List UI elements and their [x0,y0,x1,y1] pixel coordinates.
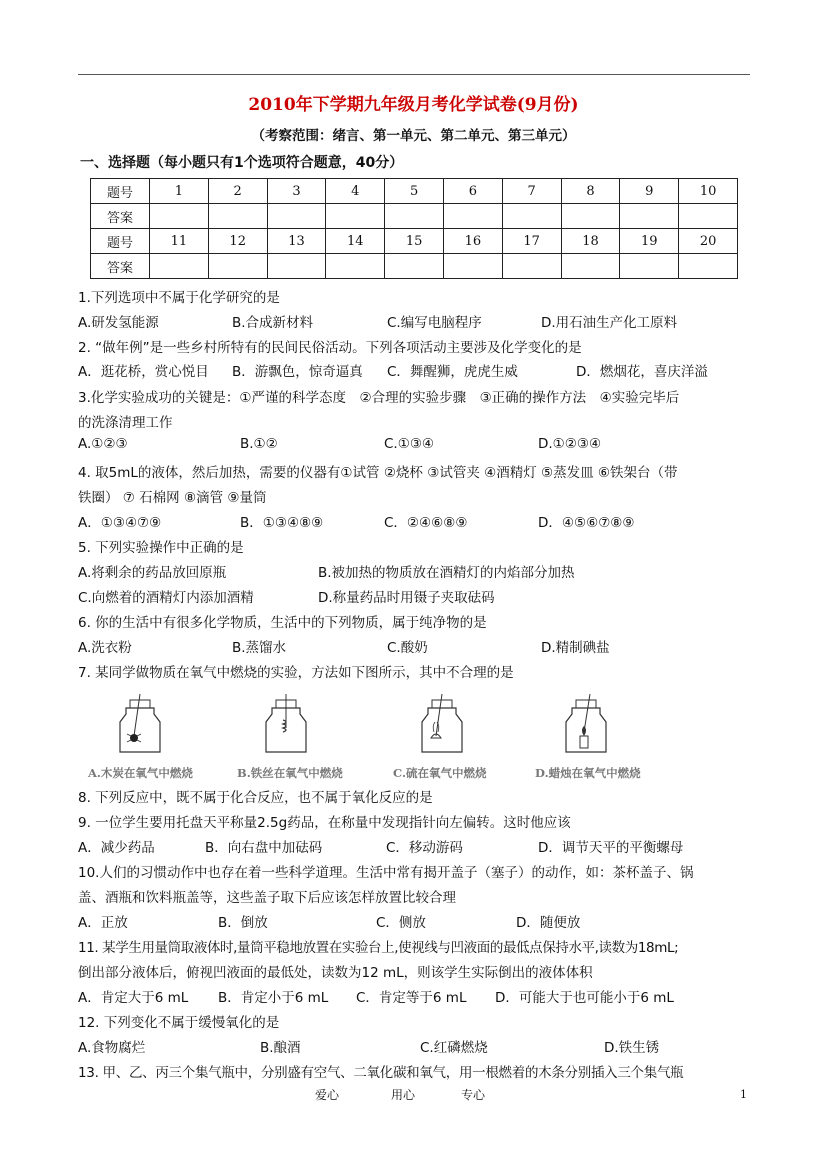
table-row [91,204,738,229]
table-cell: 3 [267,179,326,204]
option-b[interactable]: B．肯定小于6 mL [218,990,329,1006]
answer-cell[interactable] [502,204,561,229]
table-cell: 17 [502,229,561,254]
option-a[interactable]: A.将剩余的药品放回原瓶 [78,565,227,581]
question-stem: 12. 下列变化不属于缓慢氧化的是 [78,1015,280,1031]
table-cell: 答案 [91,254,150,279]
table-cell: 19 [620,229,679,254]
option-b[interactable]: B.被加热的物质放在酒精灯的内焰部分加热 [318,565,575,581]
answer-cell[interactable] [679,204,738,229]
option-d[interactable]: D.①②③④ [538,436,602,452]
question-stem: 8. 下列反应中，既不属于化合反应，也不属于氧化反应的是 [78,790,433,806]
option-a[interactable]: A．减少药品 [78,840,155,856]
question-stem: 9. 一位学生要用托盘天平称量2.5g药品，在称量中发现指针向左偏转。这时他应该 [78,815,571,831]
table-row [91,254,738,279]
table-cell: 4 [326,179,385,204]
option-b[interactable]: B．游飘色，惊奇逼真 [232,364,363,380]
table-cell: 15 [385,229,444,254]
option-b[interactable]: B．向右盘中加砝码 [205,840,323,856]
answer-cell[interactable] [208,204,267,229]
table-cell: 18 [561,229,620,254]
question-stem: 3.化学实验成功的关键是：①严谨的科学态度 ②合理的实验步骤 ③正确的操作方法 ④实验完毕后 [78,390,680,406]
table-cell: 1 [150,179,209,204]
answer-cell[interactable] [267,204,326,229]
question-stem: 4. 取5mL的液体，然后加热，需要的仪器有①试管 ②烧杯 ③试管夹 ④酒精灯 ⑤蒸发皿 ⑥铁架台（带 [78,465,678,481]
question-stem: 2. “做年例”是一些乡村所特有的民间民俗活动。下列各项活动主要涉及化学变化的是 [78,340,582,356]
question-stem-cont: 的洗涤清理工作 [78,415,173,431]
table-cell: 2 [208,179,267,204]
question-stem: 13. 甲、乙、丙三个集气瓶中，分别盛有空气、二氧化碳和氧气，用一根燃着的木条分别插入三个集气瓶 [78,1065,684,1081]
sulfur-bottle-figure [398,692,478,754]
answer-cell[interactable] [443,204,502,229]
footer-left: 爱心 [315,1088,340,1102]
answer-cell[interactable] [561,204,620,229]
option-d[interactable]: D.精制碘盐 [541,640,610,656]
table-cell: 12 [208,229,267,254]
option-a[interactable]: A．正放 [78,915,128,931]
option-b[interactable]: B．①③④⑧⑨ [240,515,324,531]
figure-caption-b[interactable]: B.铁丝在氧气中燃烧 [237,766,343,780]
question-stem: 7. 某同学做物质在氧气中燃烧的实验，方法如下图所示，其中不合理的是 [78,665,514,681]
table-cell: 16 [443,229,502,254]
option-c[interactable]: C.向燃着的酒精灯内添加酒精 [78,590,254,606]
question-stem: 5. 下列实验操作中正确的是 [78,540,244,556]
table-cell: 9 [620,179,679,204]
table-cell: 6 [443,179,502,204]
option-a[interactable]: A．逛花桥，赏心悦目 [78,364,209,380]
option-b[interactable]: B.酿酒 [260,1040,301,1056]
question-stem-cont: 盖、酒瓶和饮料瓶盖等，这些盖子取下后应该怎样放置比较合理 [78,890,456,906]
option-c[interactable]: C.编写电脑程序 [387,315,482,331]
answer-cell[interactable] [208,254,267,279]
option-c[interactable]: C．②④⑥⑧⑨ [384,515,468,531]
option-c[interactable]: C．移动游码 [386,840,463,856]
table-cell: 8 [561,179,620,204]
section-heading: 一、选择题（每小题只有1个选项符合题意，40分） [80,155,404,171]
table-row [91,179,738,204]
answer-cell[interactable] [326,254,385,279]
figure-caption-c[interactable]: C.硫在氧气中燃烧 [393,766,487,780]
table-cell: 13 [267,229,326,254]
option-a[interactable]: A.①②③ [78,436,128,452]
answer-cell[interactable] [502,254,561,279]
option-d[interactable]: D.铁生锈 [604,1040,660,1056]
exam-title: 2010年下学期九年级月考化学试卷(9月份) [248,95,579,115]
figure-caption-a[interactable]: A.木炭在氧气中燃烧 [88,766,193,780]
answer-cell[interactable] [150,204,209,229]
option-c[interactable]: C．侧放 [376,915,426,931]
page-number: 1 [740,1088,747,1101]
option-c[interactable]: C.①③④ [384,436,435,452]
answer-cell[interactable] [385,204,444,229]
answer-cell[interactable] [620,204,679,229]
footer-right: 专心 [461,1088,486,1102]
option-d[interactable]: D．调节天平的平衡螺母 [538,840,684,856]
question-stem: 6. 你的生活中有很多化学物质，生活中的下列物质，属于纯净物的是 [78,615,487,631]
answer-cell[interactable] [443,254,502,279]
answer-cell[interactable] [620,254,679,279]
option-d[interactable]: D.用石油生产化工原料 [541,315,678,331]
option-d[interactable]: D．燃烟花，喜庆洋溢 [576,364,708,380]
option-c[interactable]: C.酸奶 [387,640,428,656]
answer-cell[interactable] [679,254,738,279]
option-b[interactable]: B.合成新材料 [232,315,314,331]
question-stem: 10.人们的习惯动作中也存在着一些科学道理。生活中常有揭开盖子（塞子）的动作，如：茶杯盖子、锅 [78,865,694,881]
table-row [91,229,738,254]
option-d[interactable]: D.称量药品时用镊子夹取砝码 [318,590,495,606]
option-c[interactable]: C.红磷燃烧 [420,1040,488,1056]
table-cell: 11 [150,229,209,254]
header-rule [78,74,750,75]
table-cell: 题号 [91,229,150,254]
table-cell: 答案 [91,204,150,229]
exam-scope: （考察范围：绪言、第一单元、第二单元、第三单元） [251,128,576,144]
option-b[interactable]: B.蒸馏水 [232,640,287,656]
option-a[interactable]: A.食物腐烂 [78,1040,146,1056]
answer-cell[interactable] [385,254,444,279]
footer-mid: 用心 [391,1088,416,1102]
option-a[interactable]: A．肯定大于6 mL [78,990,189,1006]
option-a[interactable]: A.研发氢能源 [78,315,159,331]
option-b[interactable]: B．倒放 [218,915,268,931]
table-cell: 10 [679,179,738,204]
candle-bottle-figure [544,692,624,754]
answer-cell[interactable] [561,254,620,279]
iron-wire-bottle-figure [248,692,328,754]
question-stem-cont: 倒出部分液体后，俯视凹液面的最低处，读数为12 mL，则该学生实际倒出的液体体积 [78,965,593,981]
option-b[interactable]: B.①② [240,436,278,452]
question-stem: 11. 某学生用量筒取液体时,量筒平稳地放置在实验台上,使视线与凹液面的最低点保持水平,读数为18mL; [78,940,679,956]
option-c[interactable]: C．舞醒狮，虎虎生威 [387,364,518,380]
option-c[interactable]: C．肯定等于6 mL [356,990,467,1006]
table-cell: 20 [679,229,738,254]
table-cell: 14 [326,229,385,254]
option-a[interactable]: A．①③④⑦⑨ [78,515,162,531]
charcoal-bottle-figure [100,692,180,754]
option-a[interactable]: A.洗衣粉 [78,640,132,656]
option-d[interactable]: D．可能大于也可能小于6 mL [495,990,674,1006]
answer-cell[interactable] [150,254,209,279]
question-stem: 1.下列选项中不属于化学研究的是 [78,290,280,306]
answer-cell[interactable] [267,254,326,279]
table-cell: 7 [502,179,561,204]
option-d[interactable]: D．④⑤⑥⑦⑧⑨ [538,515,635,531]
figure-caption-d[interactable]: D.蜡烛在氧气中燃烧 [535,766,641,780]
question-stem-cont: 铁圈） ⑦ 石棉网 ⑧滴管 ⑨量筒 [78,490,267,506]
answer-cell[interactable] [326,204,385,229]
answer-table [90,178,738,279]
table-cell: 5 [385,179,444,204]
option-d[interactable]: D．随便放 [516,915,581,931]
table-cell: 题号 [91,179,150,204]
